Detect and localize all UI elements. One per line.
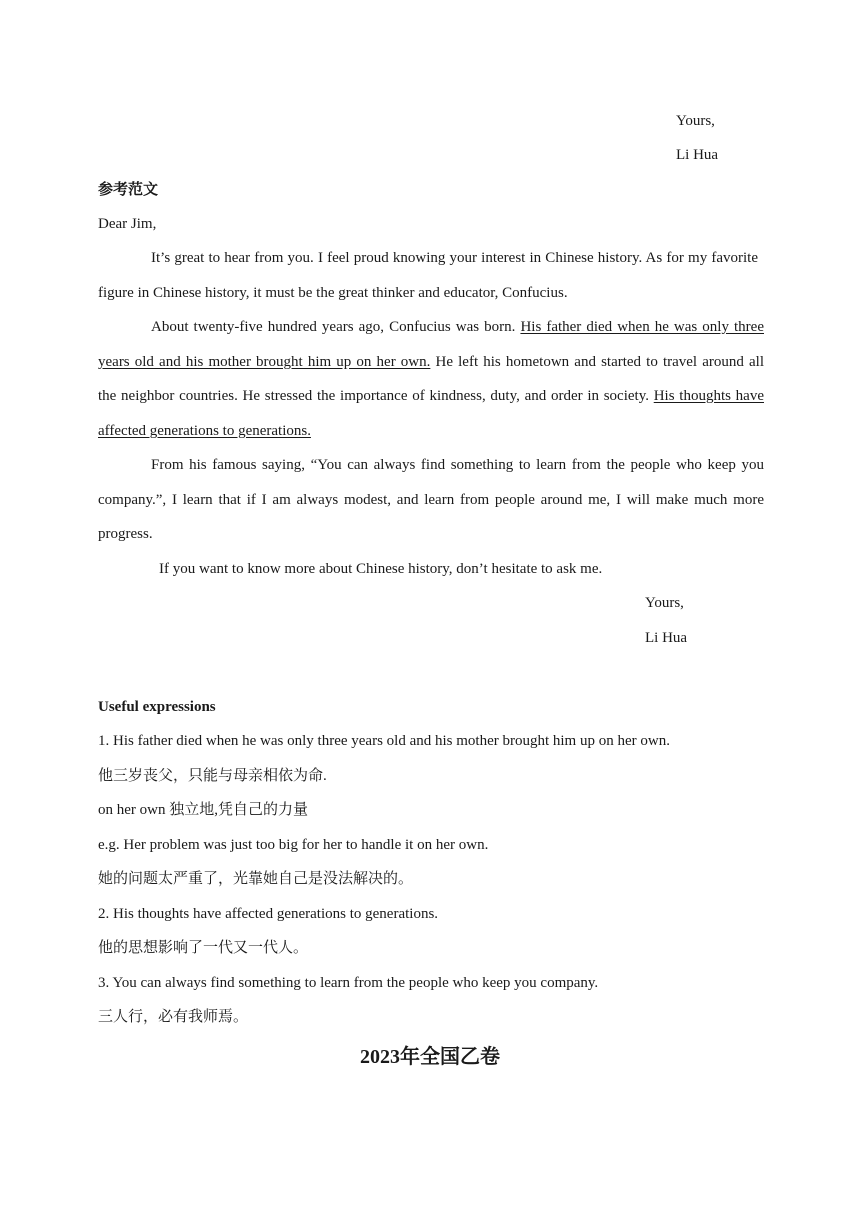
paragraph-2-text: About twenty-five hundred years ago, Confucius was born. [151, 319, 521, 335]
expression-2-translation: 他的思想影响了一代又一代人。 [98, 940, 309, 956]
underlined-sentence-2-cont: affected generations to generations. [98, 423, 311, 439]
paragraph-4: If you want to know more about Chinese history, don’t hesitate to ask me. [159, 561, 603, 577]
model-essay-heading: 参考范文 [98, 182, 159, 198]
salutation: Dear Jim, [98, 216, 157, 232]
expression-1-translation: 他三岁丧父，只能与母亲相依为命. [98, 768, 327, 784]
expression-1-example: e.g. Her problem was just too big for her to handle it on her own. [98, 837, 489, 853]
paragraph-3-line-1: From his famous saying, “You can always find something to learn from the people who keep you [151, 457, 764, 473]
underlined-sentence-1: His father died when he was only three [520, 319, 764, 335]
top-signature: Li Hua [676, 147, 719, 163]
expression-3-translation: 三人行，必有我师焉。 [98, 1009, 249, 1025]
expression-1-example-translation: 她的问题太严重了，光靠她自己是没法解决的。 [98, 871, 414, 887]
underlined-sentence-2: His thoughts have [653, 388, 764, 404]
essay-signature: Li Hua [645, 630, 688, 646]
paragraph-2-line-2 [98, 352, 764, 372]
expression-3: 3. You can always find something to learn from the people who keep you company. [98, 975, 599, 991]
paragraph-3-line-2: company.”, I learn that if I am always modest, and learn from people around me, I will make much more [98, 492, 764, 508]
paragraph-2-line-1 [151, 317, 764, 337]
expression-2: 2. His thoughts have affected generations to generations. [98, 906, 439, 922]
top-closing: Yours, [676, 113, 715, 129]
paragraph-2-line-3 [98, 386, 764, 406]
underlined-sentence-1-cont: years old and his mother brought him up on her own. [98, 354, 431, 370]
paragraph-1-line-1: It’s great to hear from you. I feel proud knowing your interest in Chinese history. As for my favorite [151, 250, 758, 266]
paragraph-3-line-3: progress. [98, 526, 153, 542]
expression-1-phrase: on her own 独立地,凭自己的力量 [98, 802, 308, 818]
essay-closing: Yours, [645, 595, 684, 611]
paragraph-1-line-2: figure in Chinese history, it must be the great thinker and educator, Confucius. [98, 285, 568, 301]
paragraph-2-line-4 [98, 421, 311, 441]
paragraph-2-text: He left his hometown and started to travel around all [430, 354, 764, 370]
useful-expressions-heading: Useful expressions [98, 699, 216, 715]
expression-1: 1. His father died when he was only three years old and his mother brought him up on her own. [98, 733, 670, 749]
section-title: 2023年全国乙卷 [360, 1046, 500, 1068]
paragraph-2-text: the neighbor countries. He stressed the importance of kindness, duty, and order in society. [98, 388, 654, 404]
